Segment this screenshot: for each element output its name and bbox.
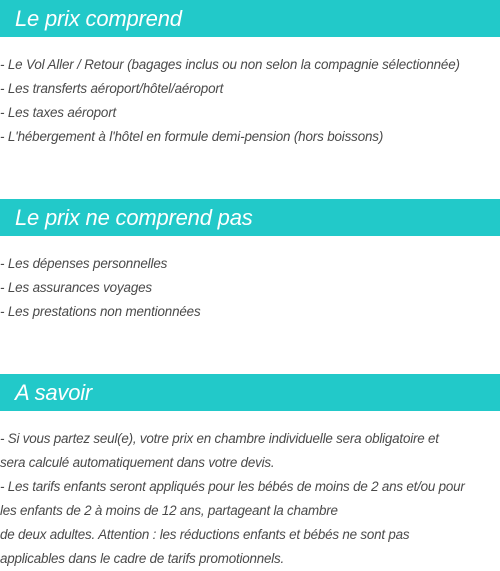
list-item: - Les dépenses personnelles (0, 256, 168, 271)
section-header-price-excludes (0, 199, 500, 236)
text-line: les enfants de 2 à moins de 12 ans, partageant la chambre (0, 503, 338, 518)
text-line: de deux adultes. Attention : les réductions enfants et bébés ne sont pas (0, 527, 410, 542)
list-item: - Le Vol Aller / Retour (bagages inclus ou non selon la compagnie sélectionnée) (0, 57, 460, 72)
text-line: - Les tarifs enfants seront appliqués pour les bébés de moins de 2 ans et/ou pour (0, 479, 465, 494)
list-item: - Les transferts aéroport/hôtel/aéroport (0, 81, 224, 96)
list-item: - Les taxes aéroport (0, 105, 117, 120)
text-line: - Si vous partez seul(e), votre prix en chambre individuelle sera obligatoire et (0, 431, 439, 446)
text-line: sera calculé automatiquement dans votre devis. (0, 455, 275, 470)
section-header-good-to-know (0, 374, 500, 411)
list-item: - Les assurances voyages (0, 280, 152, 295)
price-includes-list (0, 53, 500, 149)
section-title: A savoir (15, 380, 93, 405)
section-title: Le prix ne comprend pas (15, 205, 253, 230)
section-header-price-includes (0, 0, 500, 37)
price-excludes-list (0, 252, 500, 324)
good-to-know-text (0, 427, 500, 571)
list-item: - Les prestations non mentionnées (0, 304, 201, 319)
list-item: - L'hébergement à l'hôtel en formule demi-pension (hors boissons) (0, 129, 384, 144)
section-title: Le prix comprend (15, 6, 182, 31)
text-line: applicables dans le cadre de tarifs promotionnels. (0, 551, 285, 566)
